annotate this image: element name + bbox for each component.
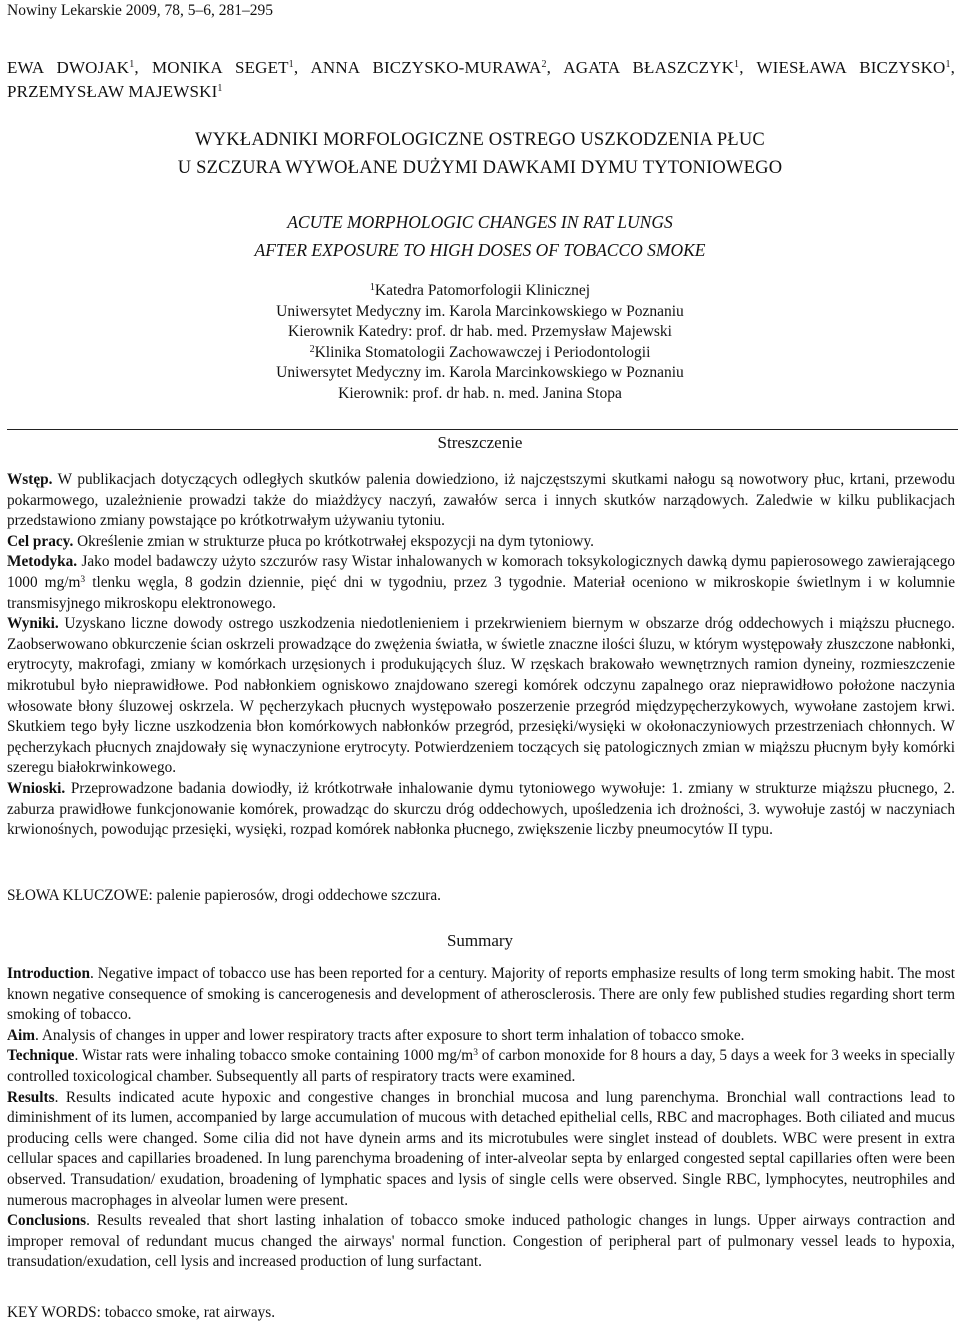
title-line: WYKŁADNIKI MORFOLOGICZNE OSTREGO USZKODZENIA PŁUC	[195, 130, 765, 150]
affiliation-line: $^1$Katedra Patomorfologii Klinicznej	[369, 282, 591, 299]
affiliation-marker: 1	[217, 83, 223, 94]
affiliation-line: Uniwersytet Medyczny im. Karola Marcinkowskiego w Poznaniu	[276, 364, 684, 382]
affiliation-marker: 1	[129, 59, 135, 70]
abstract-polish	[7, 470, 955, 841]
abstract-heading-english: Summary	[446, 931, 514, 950]
section-label: Introduction	[7, 965, 91, 982]
abstract-section: Results. Results indicated acute hypoxic and congestive changes in bronchial mucosa and lung parenchyma. Bronchial wall contractions lead to diminishment of its lumen, accompanied by large accumulation of mucous with detached epithelial cells, RBC and macrophages. Both ciliated and mucus producing cells were changed. Some cilia did not have dynein arms and its microtubules were singlet instead of doublets. WBC were present in extra cellular spaces and capillaries broadened. In lung parenchyma broadening of inter-alveolar septa by enlarged congested septal capillaries often were been observed. Transudation/ exudation, broadening of lymphatic spaces and lysis of single cells were observed. Single RBC, lymphocytes, neutrophiles and numerous macrophages in alveolar lumen were present.	[7, 1088, 955, 1209]
abstract-section: Cel pracy. Określenie zmian w strukturze płuca po krótkotrwałej ekspozycji na dym tytoniowy.	[7, 532, 594, 550]
title-line: U SZCZURA WYWOŁANE DUŻYMI DAWKAMI DYMU TYTONIOWEGO	[177, 158, 783, 178]
affiliation-marker: 1	[945, 59, 951, 70]
affiliation-line: Kierownik: prof. dr hab. n. med. Janina Stopa	[338, 384, 622, 402]
abstract-section: Wnioski. Przeprowadzone badania dowiodły, iż krótkotrwałe inhalowanie dymu tytoniowego wywołuje: 1. zmiany w strukturze miąższu płucnego, 2. zaburza prawidłowe funkcjonowanie komórek, prowadząc do skurczu dróg oddechowych, upośledzenia ich drożności, 3. wywołuje zastój w naczyniach krwionośnych, powodując przesięki, wysięki, rozpad komórek nabłonka płucnego, zwiększenie liczby pneumocytów II typu.	[7, 779, 955, 839]
section-label: Conclusions	[7, 1212, 87, 1230]
title-polish	[0, 126, 960, 182]
author: PRZEMYSŁAW MAJEWSKI$^1$	[7, 82, 223, 101]
divider	[7, 429, 958, 430]
section-label: Cel pracy.	[7, 532, 74, 550]
title-english	[0, 208, 960, 264]
section-label: Technique	[7, 1047, 75, 1065]
title-line: AFTER EXPOSURE TO HIGH DOSES OF TOBACCO SMOKE	[254, 240, 706, 260]
author: EWA DWOJAK$^1$,	[7, 58, 152, 77]
section-label: Aim	[7, 1026, 36, 1044]
section-label: Wyniki.	[7, 615, 59, 633]
title-line: ACUTE MORPHOLOGIC CHANGES IN RAT LUNGS	[287, 212, 673, 232]
author: WIESŁAWA BICZYSKO$^1$,	[756, 58, 955, 77]
section-label: Results	[7, 1088, 55, 1106]
abstract-section: Metodyka. Jako model badawczy użyto szczurów rasy Wistar inhalowanych w komorach toksykologicznych dawką dymu papierosowego zawierającego 1000 $mg/m^3$ tlenku węgla, 8 godzin dziennie, pięć dni w tygodniu, przez 3 tygodnie. Materiał oceniono w mikroskopie świetlnym i w kolumnie transmisyjnego mikroskopu elektronowego.	[7, 553, 955, 612]
affiliation-line: Uniwersytet Medyczny im. Karola Marcinkowskiego w Poznaniu	[276, 302, 684, 320]
keywords-polish: SŁOWA KLUCZOWE: palenie papierosów, drogi oddechowe szczura.	[7, 887, 441, 904]
affiliation-marker: 1	[288, 59, 294, 70]
affiliation-line: $^2$Klinika Stomatologii Zachowawczej i Periodontologii	[309, 343, 651, 361]
author: MONIKA SEGET$^1$,	[151, 58, 311, 77]
abstract-heading-polish: Streszczenie	[437, 433, 523, 452]
section-label: Wstęp.	[7, 471, 53, 488]
abstract-section: Conclusions. Results revealed that short lasting inhalation of tobacco smoke induced pathologic changes in lungs. Upper airways contraction and improper removal of redundant mucus changed the airways' normal function. Congestion of peripheral part of pulmonary vessel leads to hypoxia, transudation/exudation, cell lysis and increased production of lung surfactant.	[7, 1212, 955, 1271]
abstract-section: Technique. Wistar rats were inhaling tobacco smoke containing 1000 $mg/m^3$ of carbon monoxide for 8 hours a day, 5 days a week for 3 weeks in specially controlled toxicological chamber. Subsequently all parts of respiratory tracts were examined.	[7, 1047, 956, 1085]
abstract-section: Wstęp. W publikacjach dotyczących odległych skutków palenia dowiedziono, iż najczęstszymi skutkami nałogu są nowotwory płuc, krtani, przewodu pokarmowego, uzależnienie prowadzi także do miażdżycy naczyń, zawałów serca i innych skutków narządowych. Zaledwie w kilku publikacjach przedstawiono zmiany powstające po krótkotrwałym używaniu tytoniu.	[7, 471, 955, 530]
keywords-english: KEY WORDS: tobacco smoke, rat airways.	[7, 1304, 276, 1321]
section-label: Wnioski.	[7, 779, 66, 797]
author-list	[7, 56, 955, 104]
affiliation-marker: 1	[734, 59, 740, 70]
abstract-section: Aim. Analysis of changes in upper and lower respiratory tracts after exposure to short term inhalation of tobacco smoke.	[7, 1026, 745, 1044]
section-label: Metodyka.	[7, 553, 78, 571]
affiliations	[0, 281, 960, 405]
author: ANNA BICZYSKO-MURAWA$^2$,	[310, 58, 564, 77]
abstract-section: Wyniki. Uzyskano liczne dowody ostrego uszkodzenia niedotlenieniem i przekrwieniem biernym w obszarze dróg oddechowych i miąższu płucnego. Zaobserwowano obkurczenie ścian oskrzeli prowadzące do zwężenia światła, w świetle znaczne ilości śluzu, w którym występowały złuszczone nabłonki, erytrocyty, makrofagi, zmiany w komórkach urzęsionych i produkujących śluz. W rzęskach brakowało wewnętrznych ramion dyneiny, rozmieszczenie mikrotubul było nieprawidłowe. Pod nabłonkiem ogniskowo znajdowano szeregi komórek odczynu zapalnego oraz nieprawidłowo położone naczynia włosowate błony śluzowej oskrzela. W pęcherzykach płucnych występowało poszerzenie przegród międzypęcherzykowych, wywołane zastojem krwi. Skutkiem tego były liczne uszkodzenia błon komórkowych nabłonków przegród, przesięki/wysięki w okołonaczyniowych przestrzeniach chłonnych. W pęcherzykach płucnych znajdowały się wynaczynione erytrocyty. Potwierdzeniem toczących się patologicznych zmian w miąższu płucnym były komórki szeregu białokrwinkowego.	[7, 615, 955, 777]
affiliation-line: Kierownik Katedry: prof. dr hab. med. Przemysław Majewski	[288, 323, 672, 341]
affiliation-marker: 2	[541, 59, 547, 70]
abstract-section: Introduction. Negative impact of tobacco use has been reported for a century. Majority of reports emphasize results of long term smoking habit. The most known negative consequence of smoking is cancerogenesis and development of atherosclerosis. There are only few published studies regarding short term smoking of tobacco.	[7, 965, 955, 1024]
abstract-english	[7, 964, 955, 1273]
journal-citation: Nowiny Lekarskie 2009, 78, 5–6, 281–295	[7, 2, 274, 19]
author: AGATA BŁASZCZYK$^1$,	[563, 58, 757, 77]
